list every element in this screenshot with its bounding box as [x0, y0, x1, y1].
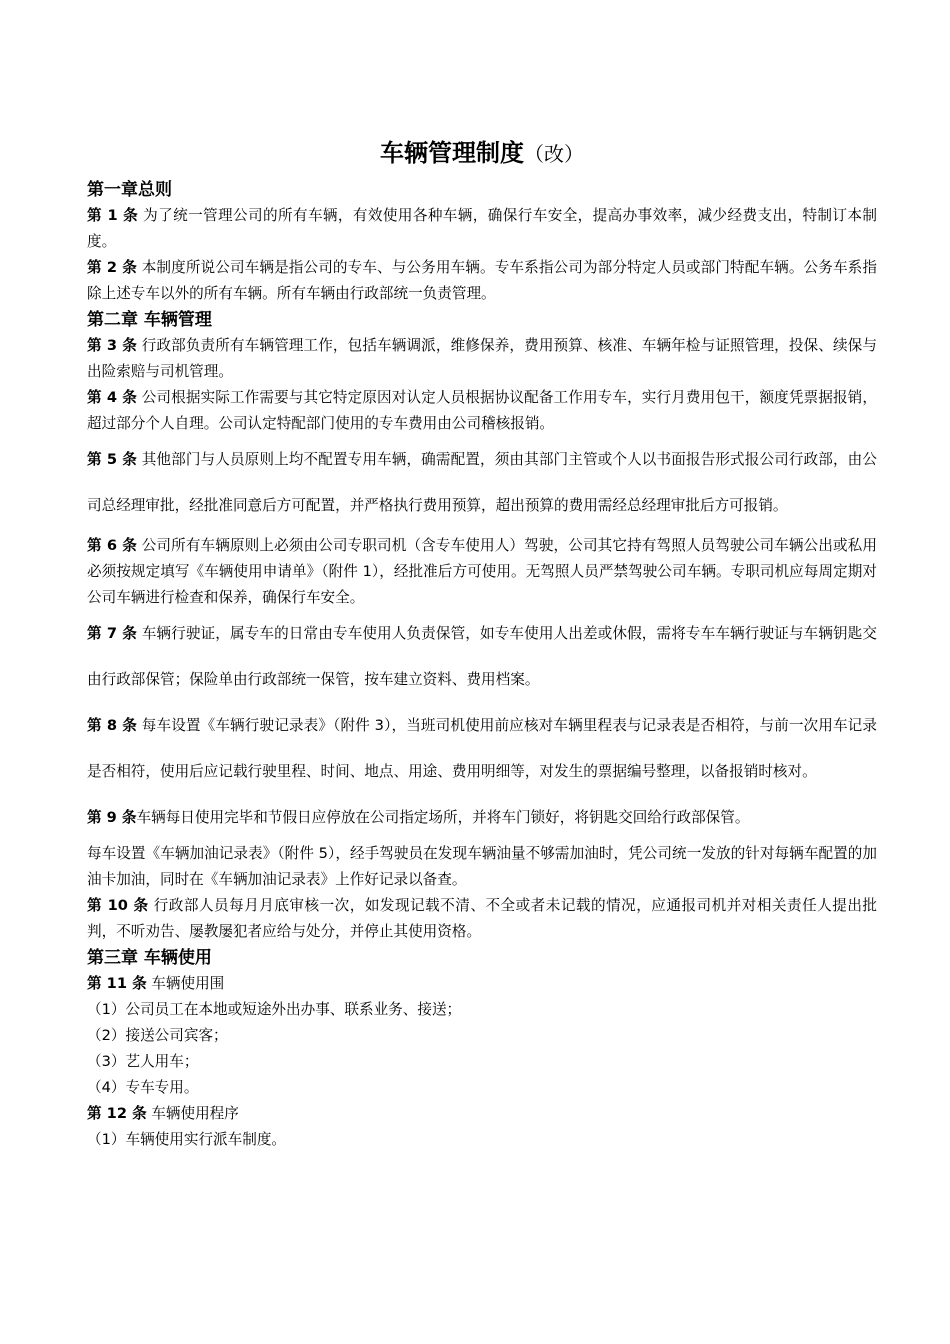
list-item: （2）接送公司宾客；: [87, 1027, 228, 1044]
article-text: 车辆行驶证，属专车的日常由专车使用人负责保管，如专车使用人出差或休假，需将专车车辆行驶证与车辆钥匙交由行政部保管；保险单由行政部统一保管，按车建立资料、费用档案。: [87, 625, 877, 688]
article-label: 第 6 条: [87, 537, 137, 554]
article-label: 第 12 条: [87, 1105, 147, 1122]
article-12: [87, 1101, 877, 1127]
chapter-3-heading: 第三章 车辆使用: [87, 948, 212, 968]
article-text: 车辆使用程序: [146, 1105, 239, 1122]
article-8: [87, 703, 877, 795]
article-3: [87, 333, 877, 385]
list-item: （4）专车专用。: [87, 1079, 199, 1096]
chapter-1-heading: 第一章总则: [87, 180, 172, 200]
article-7: [87, 611, 877, 703]
article-6: [87, 533, 877, 611]
article-label: 第 9 条: [87, 809, 137, 826]
article-text: 车辆每日使用完毕和节假日应停放在公司指定场所，并将车门锁好，将钥匙交回给行政部保管。: [136, 809, 750, 826]
list-item: （1）车辆使用实行派车制度。: [87, 1131, 287, 1148]
article-text: 公司所有车辆原则上必须由公司专职司机（含专车使用人）驾驶，公司其它持有驾照人员驾驶公司车辆公出或私用必须按规定填写《车辆使用申请单》（附件 1），经批准后方可使用。无驾照人员严禁驾驶公司车辆。专职司机应每周定期对公司车辆进行检查和保养，确保行车安全。: [87, 537, 877, 606]
article-label: 第 1 条: [87, 207, 139, 224]
article-11: [87, 971, 877, 997]
chapter-2-heading: 第二章 车辆管理: [87, 310, 212, 330]
article-text: 其他部门与人员原则上均不配置专用车辆，确需配置，须由其部门主管或个人以书面报告形式报公司行政部，由公司总经理审批，经批准同意后方可配置，并严格执行费用预算，超出预算的费用需经总经理审批后方可报销。: [87, 451, 877, 514]
article-text: 公司根据实际工作需要与其它特定原因对认定人员根据协议配备工作用专车，实行月费用包干，额度凭票据报销，超过部分个人自理。公司认定特配部门使用的专车费用由公司稽核报销。: [87, 389, 877, 432]
article-label: 第 3 条: [87, 337, 137, 354]
article-label: 第 5 条: [87, 451, 137, 468]
article-text: 行政部负责所有车辆管理工作，包括车辆调派，维修保养，费用预算、核准、车辆年检与证照管理，投保、续保与出险索赔与司机管理。: [87, 337, 877, 380]
title-main: 车辆管理制度: [380, 139, 524, 167]
article-10: [87, 893, 877, 945]
article-9-continued: 每车设置《车辆加油记录表》（附件 5），经手驾驶员在发现车辆油量不够需加油时，凭公司统一发放的针对每辆车配置的加油卡加油，同时在《车辆加油记录表》上作好记录以备查。: [87, 845, 877, 888]
document-title: [87, 136, 877, 171]
article-text: 本制度所说公司车辆是指公司的专车、与公务用车辆。专车系指公司为部分特定人员或部门特配车辆。公务车系指除上述专车以外的所有车辆。所有车辆由行政部统一负责管理。: [87, 259, 877, 302]
article-4: [87, 385, 877, 437]
article-2: [87, 255, 877, 307]
article-label: 第 2 条: [87, 259, 137, 276]
list-item: （3）艺人用车；: [87, 1053, 199, 1070]
list-item: （1）公司员工在本地或短途外出办事、联系业务、接送；: [87, 1001, 462, 1018]
article-text: 每车设置《车辆行驶记录表》（附件 3），当班司机使用前应核对车辆里程表与记录表是否相符，与前一次用车记录是否相符，使用后应记载行驶里程、时间、地点、用途、费用明细等，对发生的票据编号整理，以备报销时核对。: [87, 717, 877, 780]
article-label: 第 10 条: [87, 897, 149, 914]
article-text: 为了统一管理公司的所有车辆，有效使用各种车辆，确保行车安全，提高办事效率，减少经费支出，特制订本制度。: [87, 207, 877, 250]
document-page: [87, 136, 877, 1153]
title-suffix: （改）: [524, 142, 584, 166]
article-text: 车辆使用围: [146, 975, 225, 992]
article-1: [87, 203, 877, 255]
article-text: 行政部人员每月月底审核一次，如发现记载不清、不全或者未记载的情况，应通报司机并对相关责任人提出批判，不听劝告、屡教屡犯者应给与处分，并停止其使用资格。: [87, 897, 877, 940]
article-9: [87, 795, 877, 841]
article-label: 第 8 条: [87, 717, 137, 734]
article-label: 第 7 条: [87, 625, 137, 642]
article-label: 第 4 条: [87, 389, 137, 406]
article-5: [87, 437, 877, 529]
article-label: 第 11 条: [87, 975, 147, 992]
